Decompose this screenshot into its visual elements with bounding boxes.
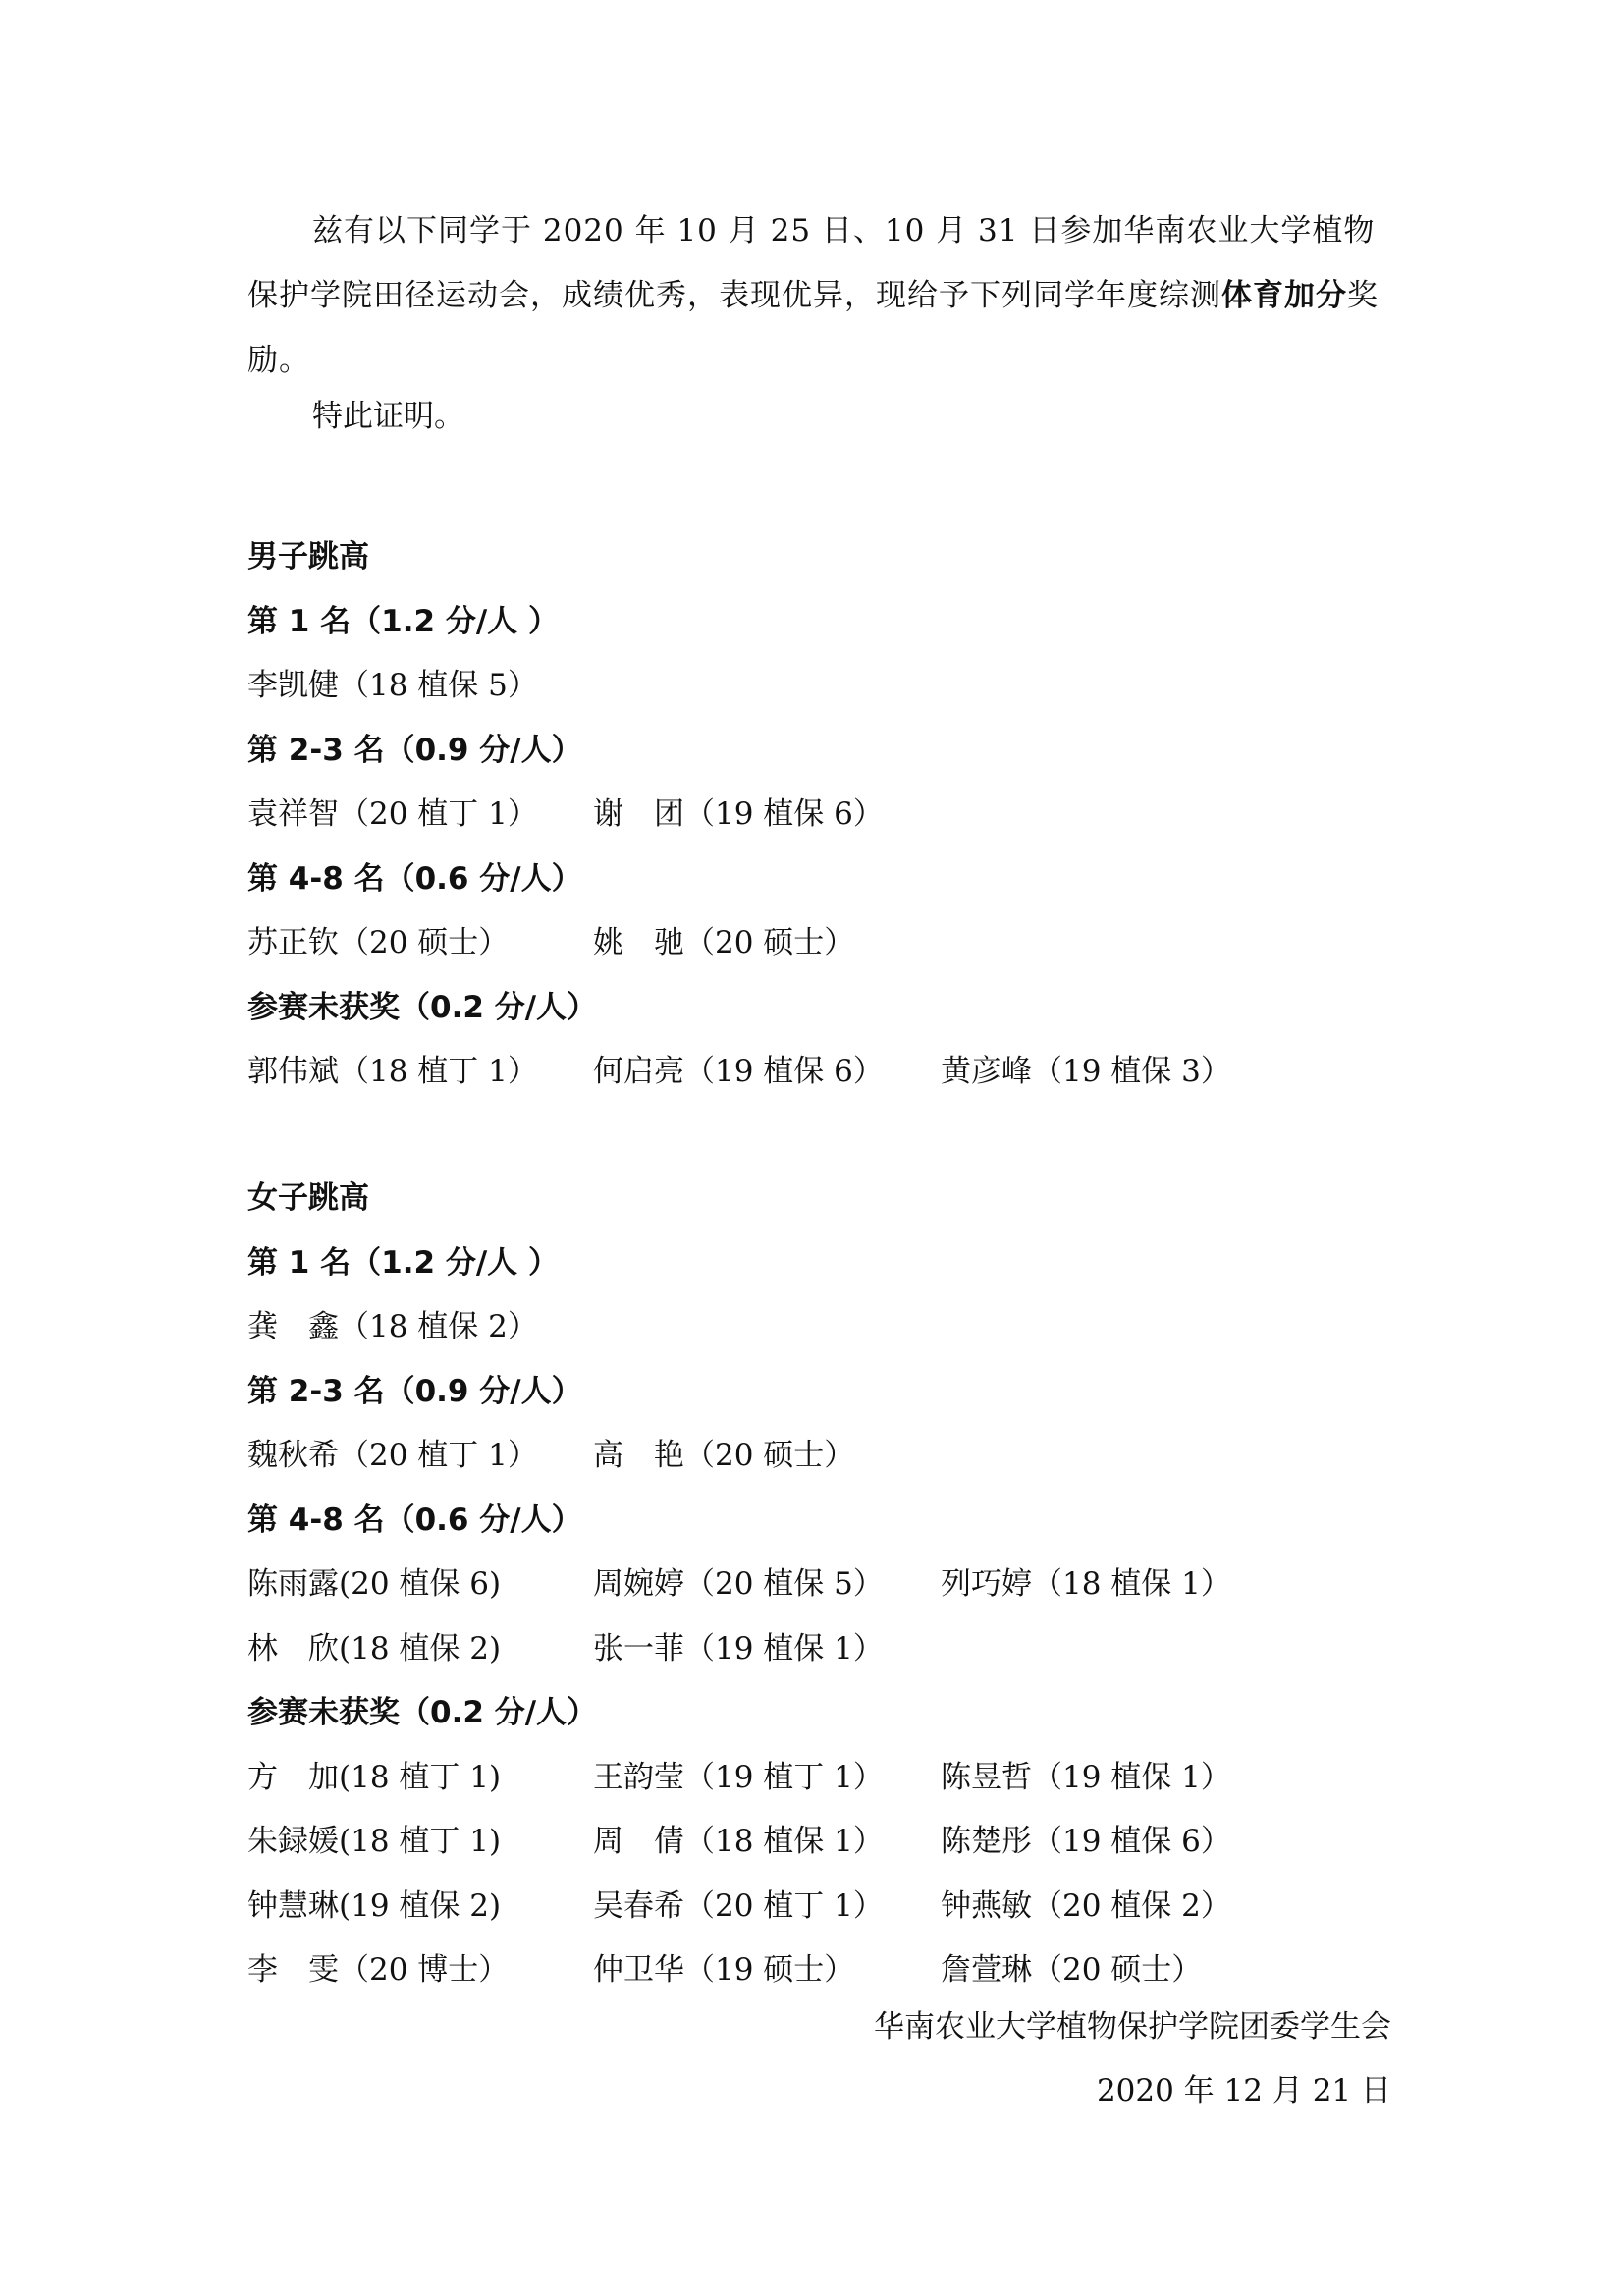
participant-name: 吴春希（20 植丁 1） [593, 1887, 884, 1924]
intro-text-end: 奖励。 [247, 278, 1379, 378]
participant-name: 谢 团（19 植保 6） [593, 796, 884, 832]
women-participation-row [247, 1875, 1391, 1940]
men-first-place-label: 第 1 名（1.2 分/人 ） [247, 603, 559, 639]
participant-name: 张一菲（19 植保 1） [593, 1630, 884, 1667]
women-third-place-row [247, 1617, 1391, 1682]
participant-name: 姚 驰（20 硕士） [593, 925, 855, 960]
participant-name: 郭伟斌（18 植丁 1） [247, 1054, 538, 1089]
participant-name: 陈雨露(20 植保 6) [247, 1566, 502, 1602]
women-second-place-label: 第 2-3 名（0.9 分/人） [247, 1373, 582, 1409]
certify-statement: 特此证明。 [312, 399, 464, 434]
intro-text: 兹有以下同学于 2020 年 10 月 25 日、10 月 31 日参加华南农业大学植物保护学院田径运动会，成绩优秀，表现优异，现给予下列同学年度综测 [247, 213, 1376, 313]
men-second-place-row [247, 783, 1391, 847]
participant-name: 钟慧琳(19 植保 2) [247, 1887, 502, 1924]
participant-name: 黄彦峰（19 植保 3） [941, 1054, 1231, 1089]
participant-name: 陈昱哲（19 植保 1） [941, 1759, 1231, 1795]
intro-bold-text: 体育加分 [1221, 278, 1347, 313]
women-section-title: 女子跳高 [247, 1180, 369, 1216]
signature-date: 2020 年 12 月 21 日 [1096, 2073, 1391, 2108]
men-second-place-label: 第 2-3 名（0.9 分/人） [247, 732, 582, 768]
women-participation-row [247, 1939, 1391, 2003]
signature-organization: 华南农业大学植物保护学院团委学生会 [874, 2009, 1391, 2045]
participant-name: 陈楚彤（19 植保 6） [941, 1824, 1231, 1859]
participant-name: 何启亮（19 植保 6） [593, 1054, 884, 1089]
women-participation-row [247, 1810, 1391, 1875]
participant-name: 周婉婷（20 植保 5） [593, 1566, 884, 1602]
women-second-place-row [247, 1424, 1391, 1489]
women-first-place-label: 第 1 名（1.2 分/人 ） [247, 1244, 559, 1281]
participant-name: 王韵莹（19 植丁 1） [593, 1759, 884, 1795]
participant-name: 仲卫华（19 硕士） [593, 1952, 855, 1988]
women-first-place-row [247, 1295, 1391, 1360]
men-participation-label: 参赛未获奖（0.2 分/人） [247, 989, 598, 1025]
participant-name: 龚 鑫（18 植保 2） [247, 1309, 538, 1344]
participant-name: 詹萱琳（20 硕士） [941, 1952, 1203, 1988]
women-high-jump-section [247, 1167, 1391, 2003]
participant-name: 周 倩（18 植保 1） [593, 1824, 884, 1859]
participant-name: 方 加(18 植丁 1) [247, 1759, 502, 1795]
participant-name: 列巧婷（18 植保 1） [941, 1566, 1231, 1602]
women-participation-row [247, 1746, 1391, 1811]
participant-name: 李 雯（20 博士） [247, 1952, 510, 1988]
participant-name: 林 欣(18 植保 2) [247, 1630, 502, 1667]
men-high-jump-section [247, 525, 1391, 1105]
participant-name: 苏正钦（20 硕士） [247, 925, 510, 960]
intro-paragraph [247, 198, 1391, 393]
men-third-place-label: 第 4-8 名（0.6 分/人） [247, 860, 582, 897]
men-first-place-row [247, 654, 1391, 719]
men-third-place-row [247, 911, 1391, 976]
participant-name: 袁祥智（20 植丁 1） [247, 796, 538, 832]
women-third-place-row [247, 1553, 1391, 1617]
participant-name: 钟燕敏（20 植保 2） [941, 1887, 1231, 1924]
men-section-title: 男子跳高 [247, 539, 369, 574]
participant-name: 李凯健（18 植保 5） [247, 668, 538, 703]
women-participation-label: 参赛未获奖（0.2 分/人） [247, 1695, 598, 1730]
men-participation-row [247, 1040, 1391, 1105]
participant-name: 魏秋希（20 植丁 1） [247, 1438, 538, 1473]
women-third-place-label: 第 4-8 名（0.6 分/人） [247, 1502, 582, 1538]
participant-name: 高 艳（20 硕士） [593, 1438, 855, 1473]
participant-name: 朱録媛(18 植丁 1) [247, 1824, 502, 1859]
